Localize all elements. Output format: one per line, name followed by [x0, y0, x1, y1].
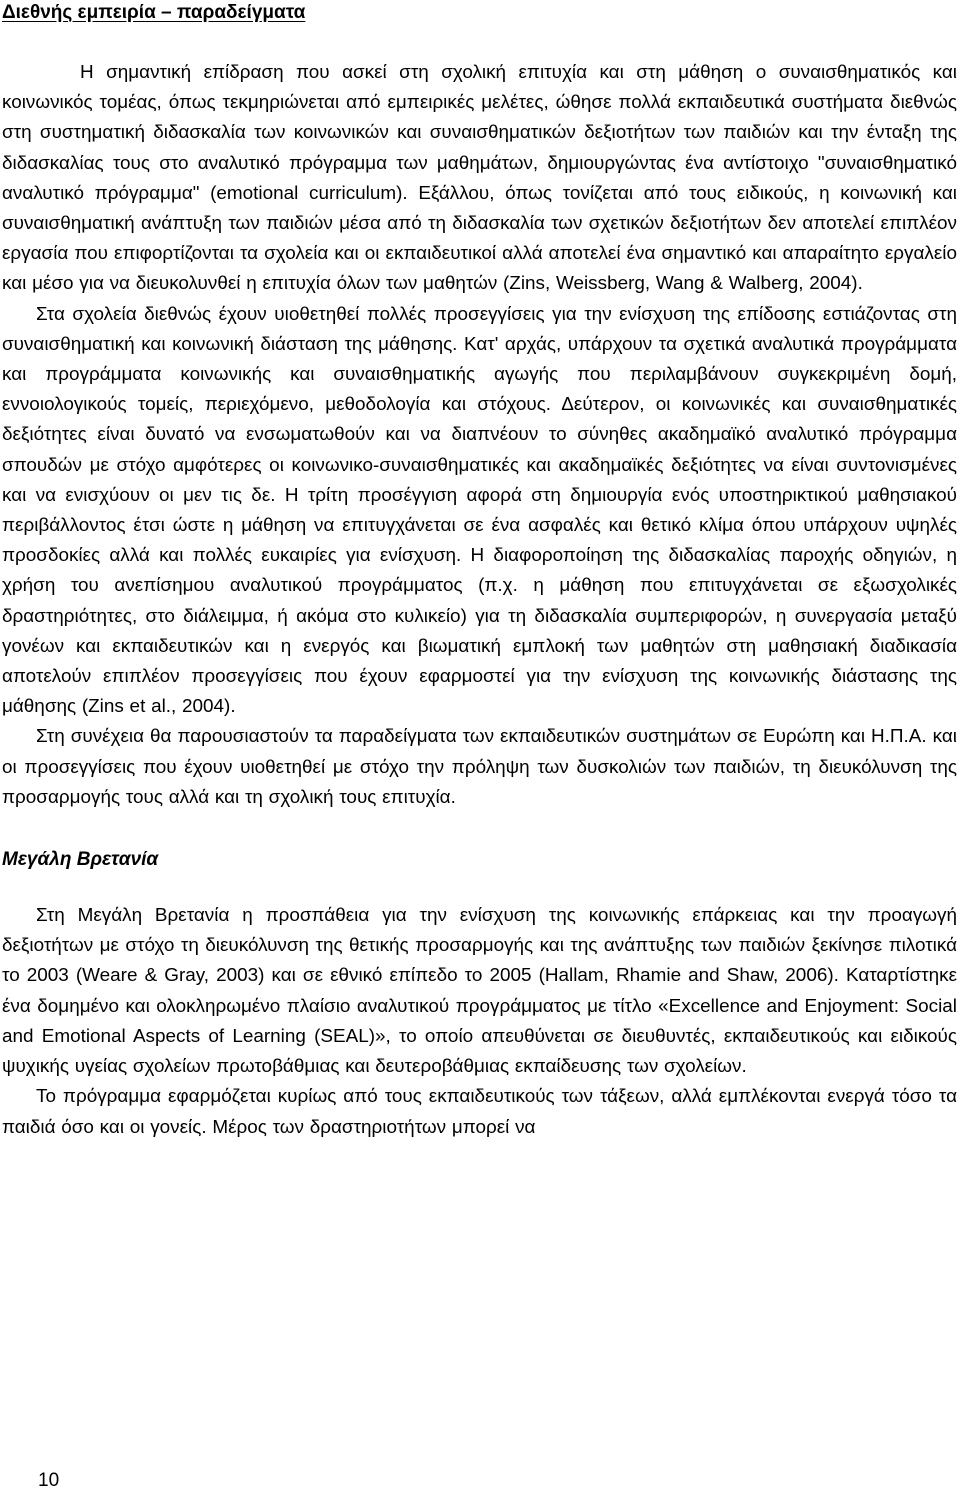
subheading-great-britain: Μεγάλη Βρετανία [2, 849, 159, 871]
paragraph-intro-3: Στη συνέχεια θα παρουσιαστούν τα παραδείγματα των εκπαιδευτικών συστημάτων σε Ευρώπη και Η.Π.Α. και οι προσεγγίσεις που έχουν υιοθετηθεί με στόχο την πρόληψη των δυσκολιών των παιδιών, τη διευκόλυνση της προσαρμογής τους αλλά και τη σχολική τους επιτυχία. [2, 726, 957, 808]
paragraph-intro-2: Στα σχολεία διεθνώς έχουν υιοθετηθεί πολλές προσεγγίσεις για την ενίσχυση της επίδοσης εστιάζοντας στη συναισθηματική και κοινωνική διάσταση της μάθησης. Κατ' αρχάς, υπάρχουν τα σχετικά αναλυτικά προγράμματα και προγράμματα κοινωνικής και συναισθηματικής αγωγής που περιλαμβάνουν συγκεκριμένη δομή, εννοιολογικούς τομείς, περιεχόμενο, μεθοδολογία και στόχους. Δεύτερον, οι κοινωνικές και συναισθηματικές δεξιότητες είναι δυνατό να ενσωματωθούν και να διαπνέουν το σύνηθες ακαδημαϊκό αναλυτικό πρόγραμμα σπουδών με στόχο αμφότερες οι κοινωνικο-συναισθηματικές και ακαδημαϊκές δεξιότητες να είναι συντονισμένες και να ενισχύουν οι μεν τις δε. Η τρίτη προσέγγιση αφορά στη δημιουργία ενός υποστηρικτικού μαθησιακού περιβάλλοντος έτσι ώστε η μάθηση να επιτυγχάνεται σε ένα ασφαλές και θετικό κλίμα όπου υπάρχουν υψηλές προσδοκίες αλλά και πολλές ευκαιρίες για ενίσχυση. Η διαφοροποίηση της διδασκαλίας παροχής οδηγιών, η χρήση του ανεπίσημου αναλυτικού προγράμματος (π.χ. η μάθηση που επιτυγχάνεται σε εξωσχολικές δραστηριότητες, στο διάλειμμα, ή ακόμα στο κυλικείο) για τη διδασκαλία συμπεριφορών, η συνεργασία μεταξύ γονέων και εκπαιδευτικών και η ενεργός και βιωματική εμπλοκή των μαθητών στη μαθησιακή διαδικασία αποτελούν επιπλέον προσεγγίσεις που έχουν εφαρμοστεί για την ενίσχυση της κοινωνικής διάστασης της μάθησης (Zins et al., 2004). [2, 303, 957, 718]
paragraph-intro-1: Η σημαντική επίδραση που ασκεί στη σχολική επιτυχία και στη μάθηση ο συναισθηματικός και κοινωνικός τομέας, όπως τεκμηριώνεται από εμπειρικές μελέτες, ώθησε πολλά εκπαιδευτικά συστήματα διεθνώς στη συστηματική διδασκαλία των κοινωνικών και συναισθηματικών δεξιοτήτων των παιδιών και την ένταξη της διδασκαλίας τους στο αναλυτικό πρόγραμμα των μαθημάτων, δημιουργώντας ένα αντίστοιχο "συναισθηματικό αναλυτικό πρόγραμμα" (emotional curriculum). Εξάλλου, όπως τονίζεται από τους ειδικούς, η κοινωνική και συναισθηματική ανάπτυξη των παιδιών μέσα από τη διδασκαλία των σχετικών δεξιοτήτων δεν αποτελεί επιπλέον εργασία που επιφορτίζονται τα σχολεία και οι εκπαιδευτικοί αλλά αποτελεί ένα σημαντικό και απαραίτητο εργαλείο και μέσο για να διευκολυνθεί η επιτυχία όλων των μαθητών (Zins, Weissberg, Wang & Walberg, 2004). [2, 62, 957, 295]
paragraph-uk-1: Στη Μεγάλη Βρετανία η προσπάθεια για την ενίσχυση της κοινωνικής επάρκειας και την προαγωγή δεξιοτήτων με στόχο τη διευκόλυνση της θετικής προσαρμογής και της ανάπτυξης των παιδιών ξεκίνησε πιλοτικά το 2003 (Weare & Gray, 2003) και σε εθνικό επίπεδο το 2005 (Hallam, Rhamie and Shaw, 2006). Καταρτίστηκε ένα δομημένο και ολοκληρωμένο πλαίσιο αναλυτικού προγράμματος με τίτλο «Excellence and Enjoyment: Social and Emotional Aspects of Learning (SEAL)», το οποίο απευθύνεται σε διευθυντές, εκπαιδευτικούς και ειδικούς ψυχικής υγείας σχολείων πρωτοβάθμιας και δευτεροβάθμιας εκπαίδευσης των σχολείων. [2, 905, 957, 1078]
page-number: 10 [38, 1470, 60, 1491]
paragraph-uk-2: Το πρόγραμμα εφαρμόζεται κυρίως από τους εκπαιδευτικούς των τάξεων, αλλά εμπλέκονται ενεργά τόσο τα παιδιά όσο και οι γονείς. Μέρος των δραστηριοτήτων μπορεί να [2, 1086, 957, 1138]
section-heading: Διεθνής εμπειρία – παραδείγματα [2, 2, 306, 23]
